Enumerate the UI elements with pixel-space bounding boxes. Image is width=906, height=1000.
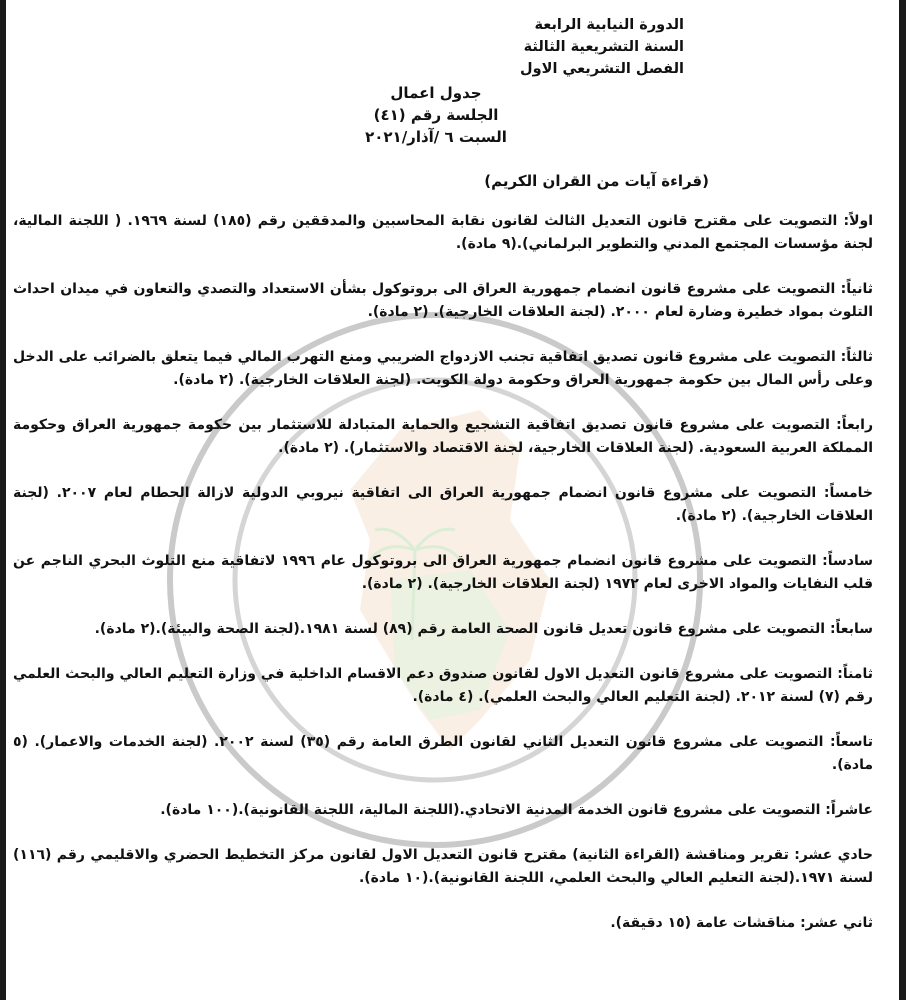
item-label: ثاني عشر: bbox=[800, 915, 873, 931]
item-label: ثانياً: bbox=[840, 281, 873, 297]
item-text: التصويت على مشروع قانون تعديل قانون الصحة العامة رقم (٨٩) لسنة ١٩٨١.(لجنة الصحة والبيئة).(٢ مادة). bbox=[94, 621, 826, 637]
agenda-heading: جدول اعمال bbox=[390, 84, 482, 102]
agenda-item bbox=[13, 663, 873, 709]
agenda-title bbox=[306, 82, 566, 148]
agenda-item bbox=[13, 482, 873, 528]
item-text: التصويت على مشروع قانون الخدمة المدنية الاتحادي.(اللجنة المالية، اللجنة القانونية).(١٠٠ مادة). bbox=[160, 802, 821, 818]
item-label: رابعاً: bbox=[836, 417, 874, 433]
item-text: التصويت على مشروع قانون انضمام جمهورية العراق الى اتفاقية نيروبي الدولية لازالة الحطام لعام ٢٠٠٧. (لجنة العلاقات الخارجية). (٢ مادة). bbox=[13, 485, 873, 524]
quran-reading: (قراءة آيات من القران الكريم) bbox=[484, 172, 709, 190]
agenda-item bbox=[13, 346, 873, 392]
agenda-item bbox=[13, 799, 873, 822]
header-line: الدورة النيابية الرابعة bbox=[534, 17, 684, 33]
agenda-item bbox=[13, 550, 873, 596]
item-label: ثالثاً: bbox=[840, 349, 874, 365]
item-label: سابعاً: bbox=[829, 621, 873, 637]
session-header bbox=[520, 14, 684, 80]
item-label: حادي عشر: bbox=[794, 847, 874, 863]
agenda-items bbox=[13, 210, 873, 957]
agenda-document bbox=[6, 0, 899, 1000]
item-text: التصويت على مشروع قانون تصديق اتفاقية تجنب الازدواج الضريبي ومنع التهرب المالي فيما يتعلق بالضرائب على الدخل وعلى رأس المال بين حكومة جمهورية العراق وحكومة دولة الكويت. (لجنة العلاقات الخارجية). (٢ مادة). bbox=[13, 349, 873, 388]
agenda-item bbox=[13, 731, 873, 777]
agenda-item bbox=[13, 618, 873, 641]
agenda-item bbox=[13, 414, 873, 460]
item-text: التصويت على مشروع قانون التعديل الاول لقانون صندوق دعم الاقسام الداخلية في وزارة التعليم العالي والبحث العلمي رقم (٧) لسنة ٢٠١٢. (لجنة التعليم العالي والبحث العلمي). (٤ مادة). bbox=[13, 666, 873, 705]
item-label: تاسعاً: bbox=[829, 734, 874, 750]
item-text: التصويت على مشروع قانون انضمام جمهورية العراق الى بروتوكول عام ١٩٩٦ لاتفاقية منع التلوث البحري الناجم عن قلب النفايات والمواد الاخرى لعام ١٩٧٢ (لجنة العلاقات الخارجية). (٢ مادة). bbox=[13, 553, 873, 592]
agenda-item bbox=[13, 210, 873, 256]
item-label: سادساً: bbox=[822, 553, 873, 569]
item-text: التصويت على مقترح قانون التعديل الثالث لقانون نقابة المحاسبين والمدققين رقم (١٨٥) لسنة ١٩٦٩. ( اللجنة المالية، لجنة مؤسسات المجتمع المدني والتطوير البرلماني).(٩ مادة). bbox=[13, 213, 873, 252]
session-number: الجلسة رقم (٤١) bbox=[373, 106, 499, 124]
item-text: التصويت على مشروع قانون التعديل الثاني لقانون الطرق العامة رقم (٣٥) لسنة ٢٠٠٢. (لجنة الخدمات والاعمار). (٥ مادة). bbox=[13, 734, 873, 773]
agenda-item bbox=[13, 912, 873, 935]
header-line: الفصل التشريعي الاول bbox=[520, 61, 684, 77]
agenda-item bbox=[13, 844, 873, 890]
item-text: التصويت على مشروع قانون انضمام جمهورية العراق الى بروتوكول بشأن الاستعداد والتصدي والتعاون في ميدان احداث التلوث بمواد خطيرة وضارة لعام ٢٠٠٠. (لجنة العلاقات الخارجية). (٢ مادة). bbox=[13, 281, 873, 320]
item-label: ثامناً: bbox=[837, 666, 873, 682]
item-label: عاشراً: bbox=[825, 802, 873, 818]
header-line: السنة التشريعية الثالثة bbox=[523, 39, 684, 55]
scan-border-right bbox=[899, 0, 906, 1000]
item-label: خامساً: bbox=[823, 485, 873, 501]
agenda-item bbox=[13, 278, 873, 324]
item-label: اولاً: bbox=[843, 213, 874, 229]
item-text: مناقشات عامة (١٥ دقيقة). bbox=[610, 915, 796, 931]
item-text: التصويت على مشروع قانون تصديق اتفاقية التشجيع والحماية المتبادلة للاستثمار بين حكومة جمهورية العراق وحكومة المملكة العربية السعودية. (لجنة العلاقات الخارجية، لجنة الاقتصاد والاستثمار). (٢ مادة). bbox=[13, 417, 873, 456]
item-text: تقرير ومناقشة (القراءة الثانية) مقترح قانون التعديل الاول لقانون مركز التخطيط الحضري والاقليمي رقم (١١٦) لسنة ١٩٧١.(لجنة التعليم العالي والبحث العلمي، اللجنة القانونية).(١٠ مادة). bbox=[13, 847, 873, 886]
session-date: السبت ٦ /آذار/٢٠٢١ bbox=[365, 128, 507, 146]
